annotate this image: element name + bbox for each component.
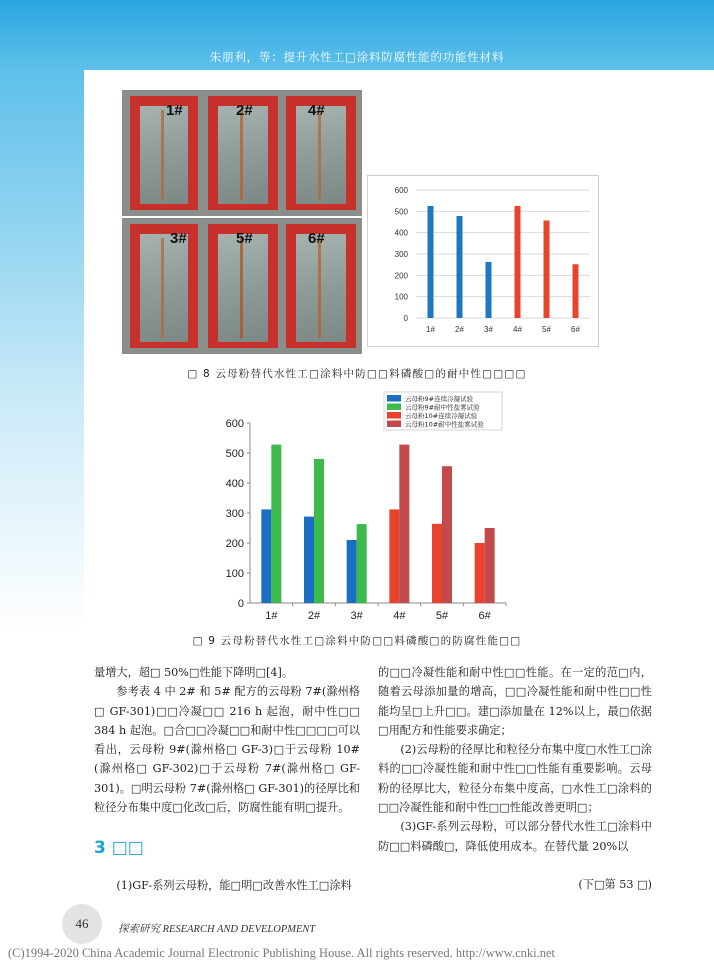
panel-label: 4# (308, 102, 325, 119)
continued-note: (下□第 53 □) (578, 878, 652, 891)
paragraph: 参考表 4 中 2# 和 5# 配方的云母粉 7#(滁州格□ GF-301)□□冷凝□□ 216 h 起泡，耐中性□□ 384 h 起泡。□合□□冷凝□□和耐中性□□□□可以看出，云母粉 9#(滁州格□ GF-3)□于云母粉 10#(滁州格□ GF-302)□于云母粉 7#(滁州格□ GF-301)。□明云母粉 7#(滁州格□ GF-301)的径厚比和粒径分布集中度□化改□后，防腐性能有明□提升。 (94, 685, 360, 815)
x-tick-label: 3# (484, 325, 493, 334)
bar (544, 221, 550, 318)
y-tick-label: 100 (225, 568, 244, 580)
bar (261, 509, 271, 603)
x-tick-label: 2# (307, 610, 321, 622)
x-tick-label: 6# (478, 610, 491, 622)
legend-swatch (387, 404, 401, 411)
bar (475, 543, 485, 603)
panel-label: 2# (236, 102, 253, 119)
bar (432, 524, 442, 603)
legend-swatch (387, 395, 401, 402)
y-tick-label: 400 (225, 478, 244, 490)
test-panel-photo-top (122, 90, 362, 216)
y-tick-label: 600 (394, 186, 408, 195)
y-tick-label: 200 (394, 271, 408, 281)
test-panel-photo-bottom (122, 218, 362, 354)
bar (304, 517, 314, 603)
bar (442, 466, 452, 603)
paragraph: 量增大，超□ 50%□性能下降明□[4]。 (94, 666, 294, 679)
y-tick-label: 300 (394, 250, 408, 259)
x-tick-label: 6# (571, 325, 580, 334)
x-tick-label: 2# (455, 325, 464, 334)
y-tick-label: 500 (394, 207, 408, 217)
y-tick-label: 600 (225, 418, 244, 430)
bar (485, 528, 495, 603)
legend-swatch (387, 412, 401, 419)
legend-label: 云母粉9#耐中性盐雾试验 (405, 403, 480, 412)
footer-section-title: 探索研究 RESEARCH AND DEVELOPMENT (118, 924, 316, 935)
panel-label: 5# (236, 230, 253, 247)
y-tick-label: 0 (237, 598, 244, 610)
legend-swatch (387, 421, 401, 428)
x-tick-label: 3# (350, 610, 363, 622)
figure8-chart-svg (368, 176, 600, 348)
x-tick-label: 5# (435, 610, 449, 622)
legend-label: 云母粉10#耐中性盐雾试验 (405, 420, 484, 429)
bar (347, 540, 357, 603)
y-tick-label: 500 (225, 448, 244, 460)
figure9-chart-svg (220, 388, 510, 632)
paragraph: (3)GF-系列云母粉，可以部分替代水性工□涂料中防□□料磷酸□，降低使用成本。在替代量 20%以 (378, 820, 652, 853)
bar (271, 445, 281, 603)
legend-label: 云母粉10#连续冷凝试验 (405, 412, 478, 420)
y-tick-label: 400 (394, 228, 408, 238)
bar (314, 459, 324, 603)
section-heading: 3 □□ (94, 838, 144, 858)
figure8-bar-chart (367, 175, 599, 347)
bar (486, 262, 492, 318)
bar (573, 264, 579, 318)
bar (457, 216, 463, 318)
figure8-caption: □ 8 云母粉替代水性工□涂料中防□□料磷酸□的耐中性□□□□ (187, 368, 527, 380)
x-tick-label: 4# (393, 610, 406, 622)
decorative-side-strip (0, 70, 84, 630)
y-tick-label: 100 (394, 292, 408, 302)
bar (399, 445, 409, 603)
right-column-text (378, 663, 652, 856)
y-tick-label: 0 (403, 314, 408, 323)
panel-label: 3# (170, 230, 187, 247)
page-number: 46 (75, 916, 89, 931)
paragraph: (2)云母粉的径厚比和粒径分布集中度□水性工□涂料的□□冷凝性能和耐中性□□性能有重要影响。云母粉的径厚比大，粒径分布集中度高，□水性工□涂料的□□冷凝性能和耐中性□□性能改善更明□； (378, 743, 652, 815)
bar (389, 509, 399, 603)
paragraph: 的□□冷凝性能和耐中性□□性能。在一定的范□内，随着云母添加量的增高，□□冷凝性能和耐中性□□性能均呈□上升□□。建□添加量在 12%以上，最□依据□用配方和性能要求确定； (378, 666, 652, 737)
x-tick-label: 4# (513, 325, 522, 334)
y-tick-label: 300 (225, 508, 244, 520)
panel-label: 6# (308, 230, 325, 247)
running-header-title: 朱朋利，等：提升水性工□涂料防腐性能的功能性材料 (209, 50, 505, 64)
bar (515, 206, 521, 318)
legend-label: 云母粉9#连续冷凝试验 (405, 395, 474, 403)
paragraph: (1)GF-系列云母粉，能□明□改善水性工□涂料 (116, 879, 352, 892)
bar (357, 524, 367, 603)
left-column-text (94, 663, 360, 817)
x-tick-label: 5# (542, 325, 551, 334)
x-tick-label: 1# (426, 325, 435, 334)
left-column-bottom-text (94, 876, 360, 895)
panel-label: 1# (166, 102, 183, 119)
x-tick-label: 1# (265, 610, 278, 622)
y-tick-label: 200 (225, 538, 244, 550)
copyright-line: (C)1994-2020 China Academic Journal Electronic Publishing House. All rights reserved. http://www.cnki.net (8, 946, 556, 960)
figure9-bar-chart (220, 388, 510, 632)
figure9-caption: □ 9 云母粉替代水性工□涂料中防□□料磷酸□的防腐性能□□ (192, 635, 522, 647)
bar (428, 206, 434, 318)
